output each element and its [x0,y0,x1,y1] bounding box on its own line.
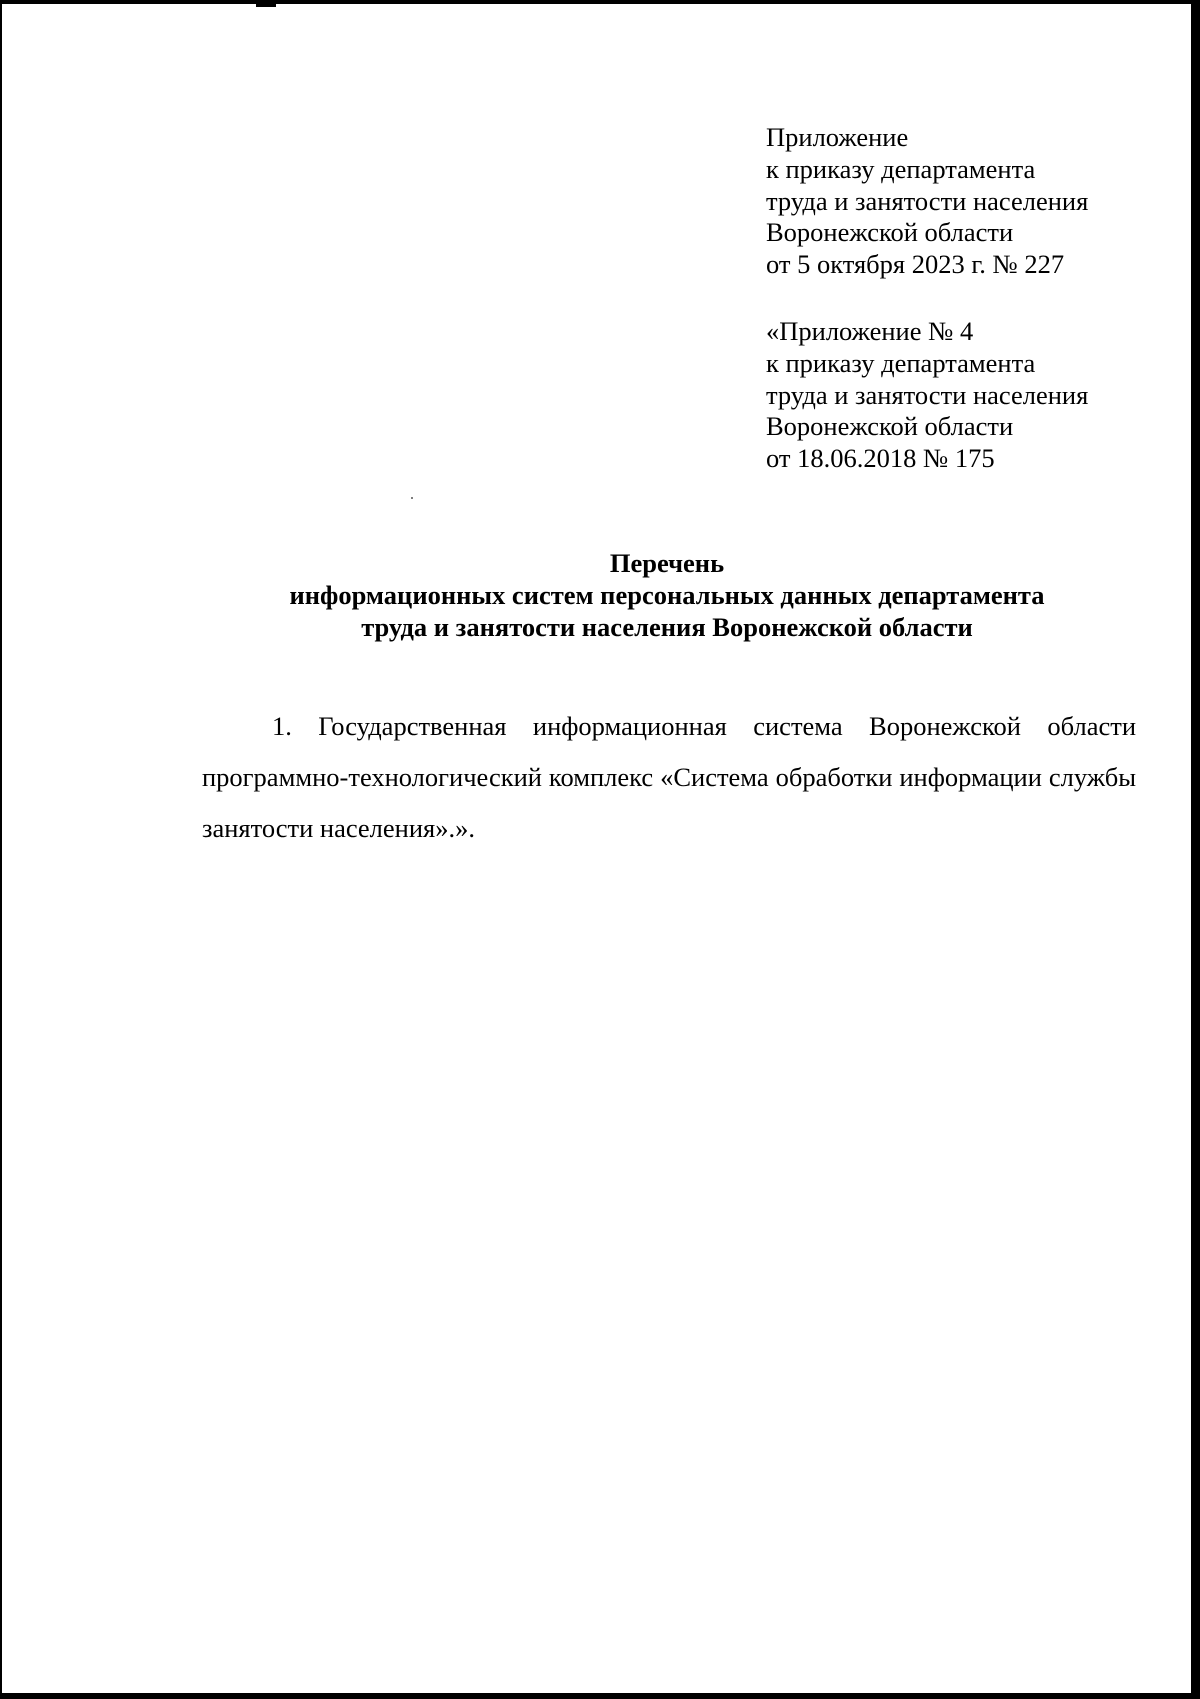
original-appendix-line: «Приложение № 4 [766,316,974,346]
appendix-line: к приказу департамента [766,153,1036,184]
original-appendix-line: Воронежской области [766,411,1014,442]
appendix-line: Воронежской области [766,217,1014,248]
original-appendix-date-line: от 18.06.2018 № 175 [766,443,995,474]
title-line: Перечень [609,548,725,578]
scan-speck [411,497,413,499]
appendix-date-line: от 5 октября 2023 г. № 227 [766,249,1065,280]
appendix-header [766,122,1186,281]
title-line: информационных систем персональных данных департамента [289,580,1045,610]
scan-mark [256,4,276,7]
appendix-line: Приложение [766,122,909,152]
original-appendix-line: труда и занятости населения [766,379,1089,410]
document-title [202,547,1132,643]
original-appendix-line: к приказу департамента [766,347,1036,378]
appendix-line: труда и занятости населения [766,185,1089,216]
original-appendix-header [766,316,1186,475]
title-line: труда и занятости населения Воронежской области [361,612,973,642]
document-page [2,4,1194,1693]
list-item-1: 1. Государственная информационная система Воронежской области программно-технологический комплекс «Система обработки информации службы занятости населения».». [202,711,1136,843]
